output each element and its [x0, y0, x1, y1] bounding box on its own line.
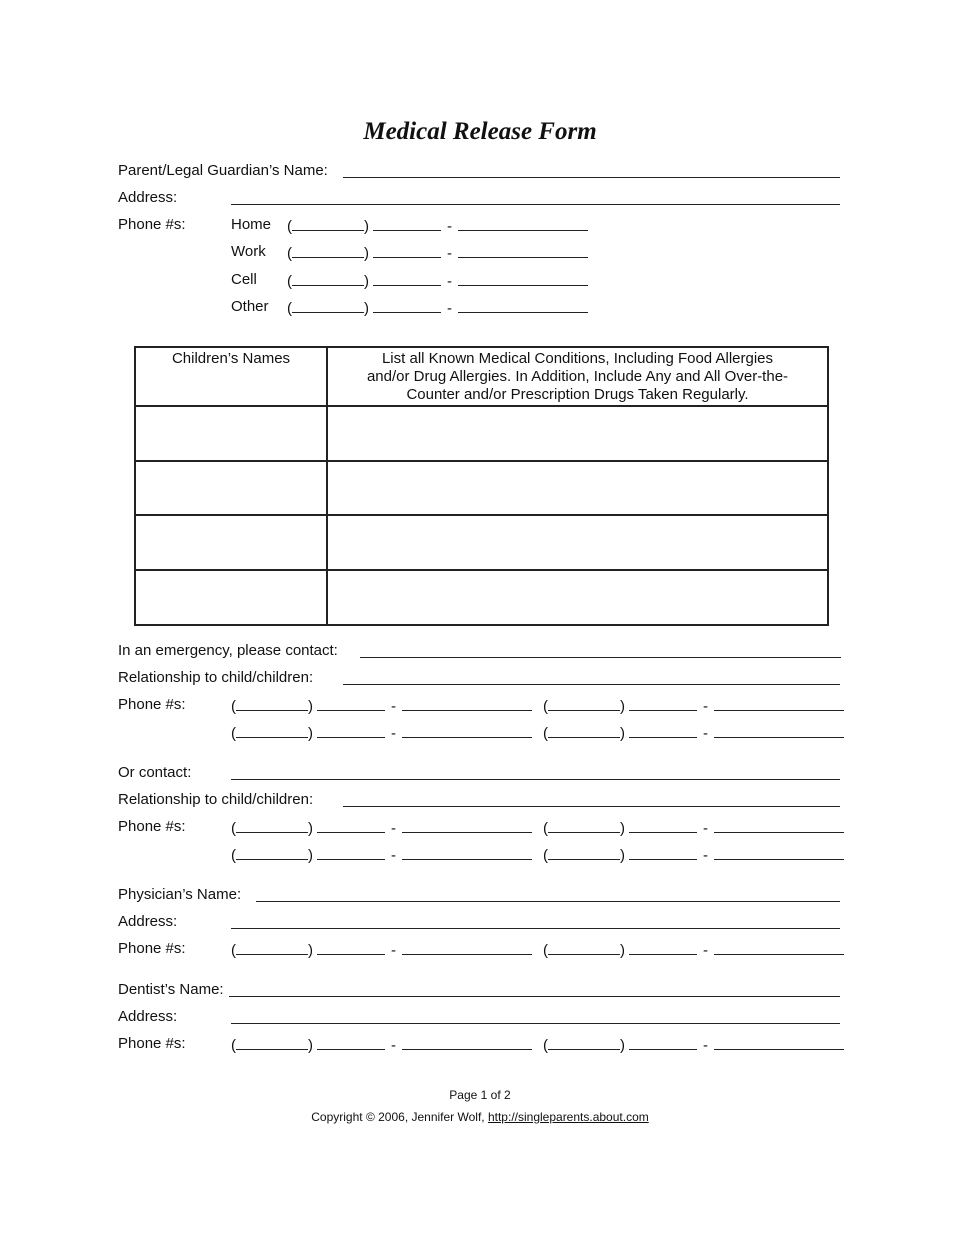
- area-code-blank[interactable]: [236, 845, 308, 860]
- prefix-blank[interactable]: [373, 216, 441, 231]
- emergency-phone-field-2[interactable]: [543, 696, 844, 716]
- area-code-blank[interactable]: [548, 723, 620, 738]
- line-number-blank[interactable]: [458, 271, 588, 286]
- phone-close-paren: ): [620, 820, 625, 837]
- prefix-blank[interactable]: [629, 696, 697, 711]
- prefix-blank[interactable]: [317, 818, 385, 833]
- physician-phone-label: Phone #s:: [118, 940, 186, 957]
- area-code-blank[interactable]: [236, 940, 308, 955]
- prefix-blank[interactable]: [629, 940, 697, 955]
- phone-dash: -: [447, 273, 452, 290]
- header-children-names: Children’s Names: [135, 347, 327, 406]
- copyright-text: Copyright © 2006, Jennifer Wolf,: [311, 1110, 488, 1124]
- phone-close-paren: ): [308, 698, 313, 715]
- phone-close-paren: ): [364, 245, 369, 262]
- alternate-phone-field-1[interactable]: [231, 818, 532, 838]
- prefix-blank[interactable]: [317, 723, 385, 738]
- emergency-phone-field-3[interactable]: [231, 723, 532, 743]
- alternate-contact-field[interactable]: [231, 779, 840, 780]
- phone-type-cell: Cell: [231, 271, 257, 288]
- child-conditions-cell[interactable]: [327, 515, 828, 570]
- child-conditions-cell[interactable]: [327, 406, 828, 461]
- phone-open-paren: (: [543, 698, 548, 715]
- phone-dash: -: [391, 942, 396, 959]
- phone-close-paren: ): [620, 698, 625, 715]
- prefix-blank[interactable]: [317, 940, 385, 955]
- phone-dash: -: [391, 725, 396, 742]
- phone-close-paren: ): [308, 942, 313, 959]
- phone-open-paren: (: [231, 847, 236, 864]
- emergency-relationship-label: Relationship to child/children:: [118, 669, 314, 686]
- line-number-blank[interactable]: [458, 298, 588, 313]
- phone-open-paren: (: [287, 300, 292, 317]
- phone-open-paren: (: [287, 218, 292, 235]
- dentist-phone-field-1[interactable]: [231, 1035, 532, 1055]
- line-number-blank[interactable]: [714, 696, 844, 711]
- physician-name-label: Physician’s Name:: [118, 886, 242, 903]
- phone-open-paren: (: [231, 942, 236, 959]
- child-name-cell[interactable]: [135, 406, 327, 461]
- child-conditions-cell[interactable]: [327, 461, 828, 516]
- area-code-blank[interactable]: [236, 818, 308, 833]
- alternate-contact-label: Or contact:: [118, 764, 192, 781]
- emergency-phone-field-1[interactable]: [231, 696, 532, 716]
- area-code-blank[interactable]: [548, 818, 620, 833]
- area-code-blank[interactable]: [236, 696, 308, 711]
- dentist-address-field[interactable]: [231, 1023, 840, 1024]
- table-row: [135, 406, 828, 461]
- emergency-phone-field-4[interactable]: [543, 723, 844, 743]
- phone-close-paren: ): [620, 942, 625, 959]
- line-number-blank[interactable]: [714, 1035, 844, 1050]
- alternate-phone-field-2[interactable]: [543, 818, 844, 838]
- emergency-contact-label: In an emergency, please contact:: [118, 642, 338, 659]
- prefix-blank[interactable]: [629, 818, 697, 833]
- phone-open-paren: (: [231, 725, 236, 742]
- alternate-phone-field-4[interactable]: [543, 845, 844, 865]
- child-name-cell[interactable]: [135, 515, 327, 570]
- phone-dash: -: [703, 820, 708, 837]
- dentist-name-field[interactable]: [229, 996, 840, 997]
- area-code-blank[interactable]: [292, 298, 364, 313]
- phone-close-paren: ): [364, 273, 369, 290]
- emergency-relationship-field[interactable]: [343, 684, 840, 685]
- phone-dash: -: [447, 218, 452, 235]
- dentist-address-label: Address:: [118, 1008, 178, 1025]
- phone-open-paren: (: [543, 820, 548, 837]
- phone-dash: -: [703, 1037, 708, 1054]
- guardian-name-label: Parent/Legal Guardian’s Name:: [118, 162, 328, 179]
- phone-close-paren: ): [620, 1037, 625, 1054]
- area-code-blank[interactable]: [292, 271, 364, 286]
- physician-phone-field-1[interactable]: [231, 940, 532, 960]
- line-number-blank[interactable]: [402, 818, 532, 833]
- alternate-phone-field-3[interactable]: [231, 845, 532, 865]
- phone-dash: -: [703, 698, 708, 715]
- form-title: Medical Release Form: [363, 118, 597, 145]
- line-number-blank[interactable]: [402, 940, 532, 955]
- line-number-blank[interactable]: [402, 723, 532, 738]
- physician-phone-field-2[interactable]: [543, 940, 844, 960]
- dentist-phone-label: Phone #s:: [118, 1035, 186, 1052]
- phone-close-paren: ): [364, 300, 369, 317]
- phone-open-paren: (: [287, 273, 292, 290]
- phone-close-paren: ): [308, 725, 313, 742]
- phone-close-paren: ): [364, 218, 369, 235]
- prefix-blank[interactable]: [317, 845, 385, 860]
- prefix-blank[interactable]: [629, 1035, 697, 1050]
- phone-open-paren: (: [287, 245, 292, 262]
- phone-open-paren: (: [543, 1037, 548, 1054]
- line-number-blank[interactable]: [402, 1035, 532, 1050]
- line-number-blank[interactable]: [714, 940, 844, 955]
- table-row: [135, 515, 828, 570]
- prefix-blank[interactable]: [629, 723, 697, 738]
- line-number-blank[interactable]: [714, 818, 844, 833]
- phone-dash: -: [391, 820, 396, 837]
- physician-name-field[interactable]: [256, 901, 840, 902]
- phone-dash: -: [391, 847, 396, 864]
- area-code-blank[interactable]: [548, 696, 620, 711]
- phone-close-paren: ): [308, 820, 313, 837]
- line-number-blank[interactable]: [458, 243, 588, 258]
- guardian-address-field[interactable]: [231, 204, 840, 205]
- phone-dash: -: [447, 300, 452, 317]
- phone-dash: -: [703, 942, 708, 959]
- work-phone-field[interactable]: [287, 243, 588, 263]
- physician-address-field[interactable]: [231, 928, 840, 929]
- header-conditions-line-3: Counter and/or Prescription Drugs Taken Regularly.: [406, 386, 749, 403]
- phone-open-paren: (: [231, 820, 236, 837]
- guardian-phone-label: Phone #s:: [118, 216, 186, 233]
- copyright-link[interactable]: http://singleparents.about.com: [487, 1110, 649, 1124]
- line-number-blank[interactable]: [402, 696, 532, 711]
- guardian-name-field[interactable]: [343, 177, 840, 178]
- other-phone-field[interactable]: [287, 298, 588, 318]
- phone-open-paren: (: [231, 1037, 236, 1054]
- line-number-blank[interactable]: [714, 723, 844, 738]
- guardian-address-label: Address:: [118, 189, 178, 206]
- area-code-blank[interactable]: [236, 723, 308, 738]
- children-medical-table: [134, 346, 829, 626]
- copyright-line: [0, 1110, 960, 1124]
- header-medical-conditions: [327, 347, 828, 406]
- phone-open-paren: (: [543, 725, 548, 742]
- line-number-blank[interactable]: [402, 845, 532, 860]
- home-phone-field[interactable]: [287, 216, 588, 236]
- table-row: [135, 461, 828, 516]
- phone-open-paren: (: [543, 847, 548, 864]
- area-code-blank[interactable]: [292, 243, 364, 258]
- dentist-phone-field-2[interactable]: [543, 1035, 844, 1055]
- prefix-blank[interactable]: [373, 298, 441, 313]
- area-code-blank[interactable]: [548, 940, 620, 955]
- child-name-cell[interactable]: [135, 570, 327, 625]
- prefix-blank[interactable]: [317, 696, 385, 711]
- child-name-cell[interactable]: [135, 461, 327, 516]
- alternate-relationship-label: Relationship to child/children:: [118, 791, 314, 808]
- emergency-contact-field[interactable]: [360, 657, 841, 658]
- area-code-blank[interactable]: [548, 845, 620, 860]
- phone-dash: -: [391, 1037, 396, 1054]
- header-conditions-line-1: List all Known Medical Conditions, Including Food Allergies: [381, 350, 774, 367]
- prefix-blank[interactable]: [317, 1035, 385, 1050]
- emergency-phone-label: Phone #s:: [118, 696, 186, 713]
- phone-close-paren: ): [620, 725, 625, 742]
- alternate-phone-label: Phone #s:: [118, 818, 186, 835]
- phone-close-paren: ): [308, 847, 313, 864]
- phone-dash: -: [391, 698, 396, 715]
- phone-type-other: Other: [231, 298, 269, 315]
- phone-dash: -: [703, 847, 708, 864]
- table-row: [135, 570, 828, 625]
- prefix-blank[interactable]: [629, 845, 697, 860]
- child-conditions-cell[interactable]: [327, 570, 828, 625]
- prefix-blank[interactable]: [373, 243, 441, 258]
- dentist-name-label: Dentist’s Name:: [118, 981, 224, 998]
- alternate-relationship-field[interactable]: [343, 806, 840, 807]
- phone-open-paren: (: [543, 942, 548, 959]
- header-conditions-line-2: and/or Drug Allergies. In Addition, Include Any and All Over-the-: [366, 368, 789, 385]
- phone-close-paren: ): [308, 1037, 313, 1054]
- prefix-blank[interactable]: [373, 271, 441, 286]
- line-number-blank[interactable]: [458, 216, 588, 231]
- area-code-blank[interactable]: [292, 216, 364, 231]
- phone-close-paren: ): [620, 847, 625, 864]
- physician-address-label: Address:: [118, 913, 178, 930]
- area-code-blank[interactable]: [548, 1035, 620, 1050]
- phone-open-paren: (: [231, 698, 236, 715]
- area-code-blank[interactable]: [236, 1035, 308, 1050]
- cell-phone-field[interactable]: [287, 271, 588, 291]
- phone-dash: -: [703, 725, 708, 742]
- phone-type-home: Home: [231, 216, 272, 233]
- phone-dash: -: [447, 245, 452, 262]
- line-number-blank[interactable]: [714, 845, 844, 860]
- page-number: Page 1 of 2: [449, 1088, 511, 1102]
- phone-type-work: Work: [231, 243, 266, 260]
